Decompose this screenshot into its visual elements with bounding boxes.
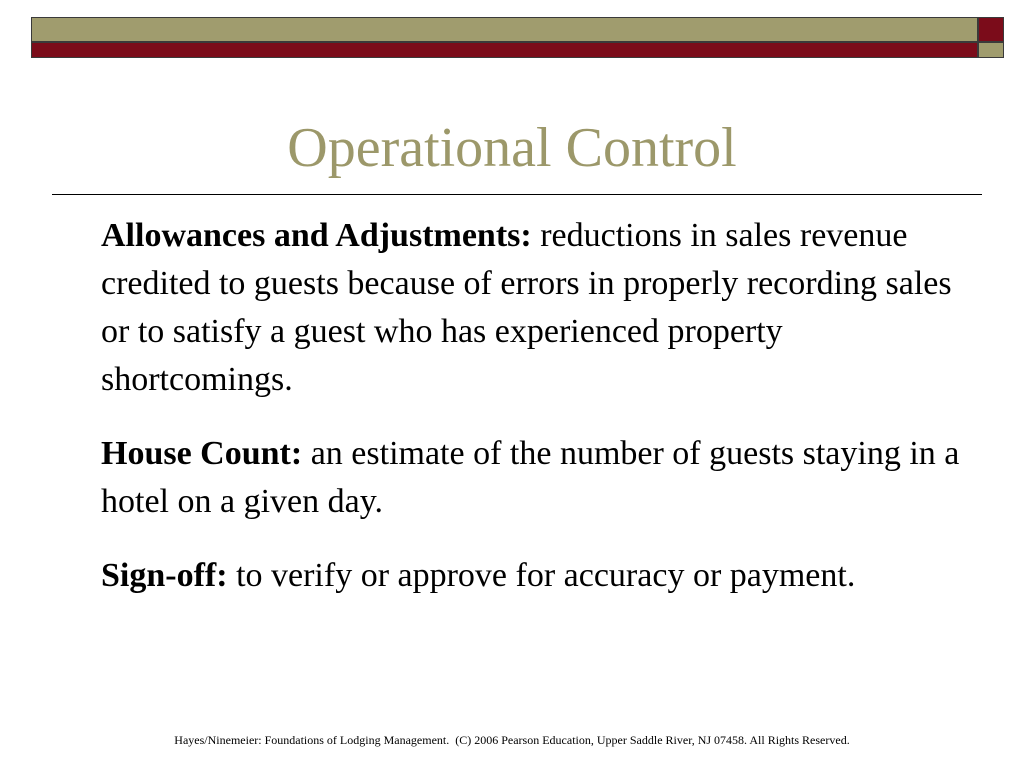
definition-text: to verify or approve for accuracy or payment. (236, 557, 856, 594)
header-olive-square (978, 42, 1004, 58)
definition-sign-off (101, 552, 976, 600)
definition-term: House Count: (101, 435, 303, 472)
definition-house-count (101, 430, 976, 526)
header-maroon-square (978, 17, 1004, 42)
definition-term: Allowances and Adjustments: (101, 217, 532, 254)
header-olive-bar (31, 17, 978, 42)
slide-title: Operational Control (287, 117, 737, 179)
definition-text: reductions in sales revenue credited to guests because of errors in properly recording sales or to satisfy a guest who has experienced property shortcomings. (101, 217, 952, 398)
definition-text: an estimate of the number of guests staying in a hotel on a given day. (101, 435, 960, 520)
definition-allowances-and-adjustments (101, 212, 976, 404)
definition-term: Sign-off: (101, 557, 228, 594)
header-maroon-bar (31, 42, 978, 58)
title-divider (52, 194, 982, 195)
definition-list (101, 212, 976, 626)
copyright-footer: Hayes/Ninemeier: Foundations of Lodging Management. (C) 2006 Pearson Education, Upper Saddle River, NJ 07458. All Rights Reserved. (174, 733, 850, 747)
